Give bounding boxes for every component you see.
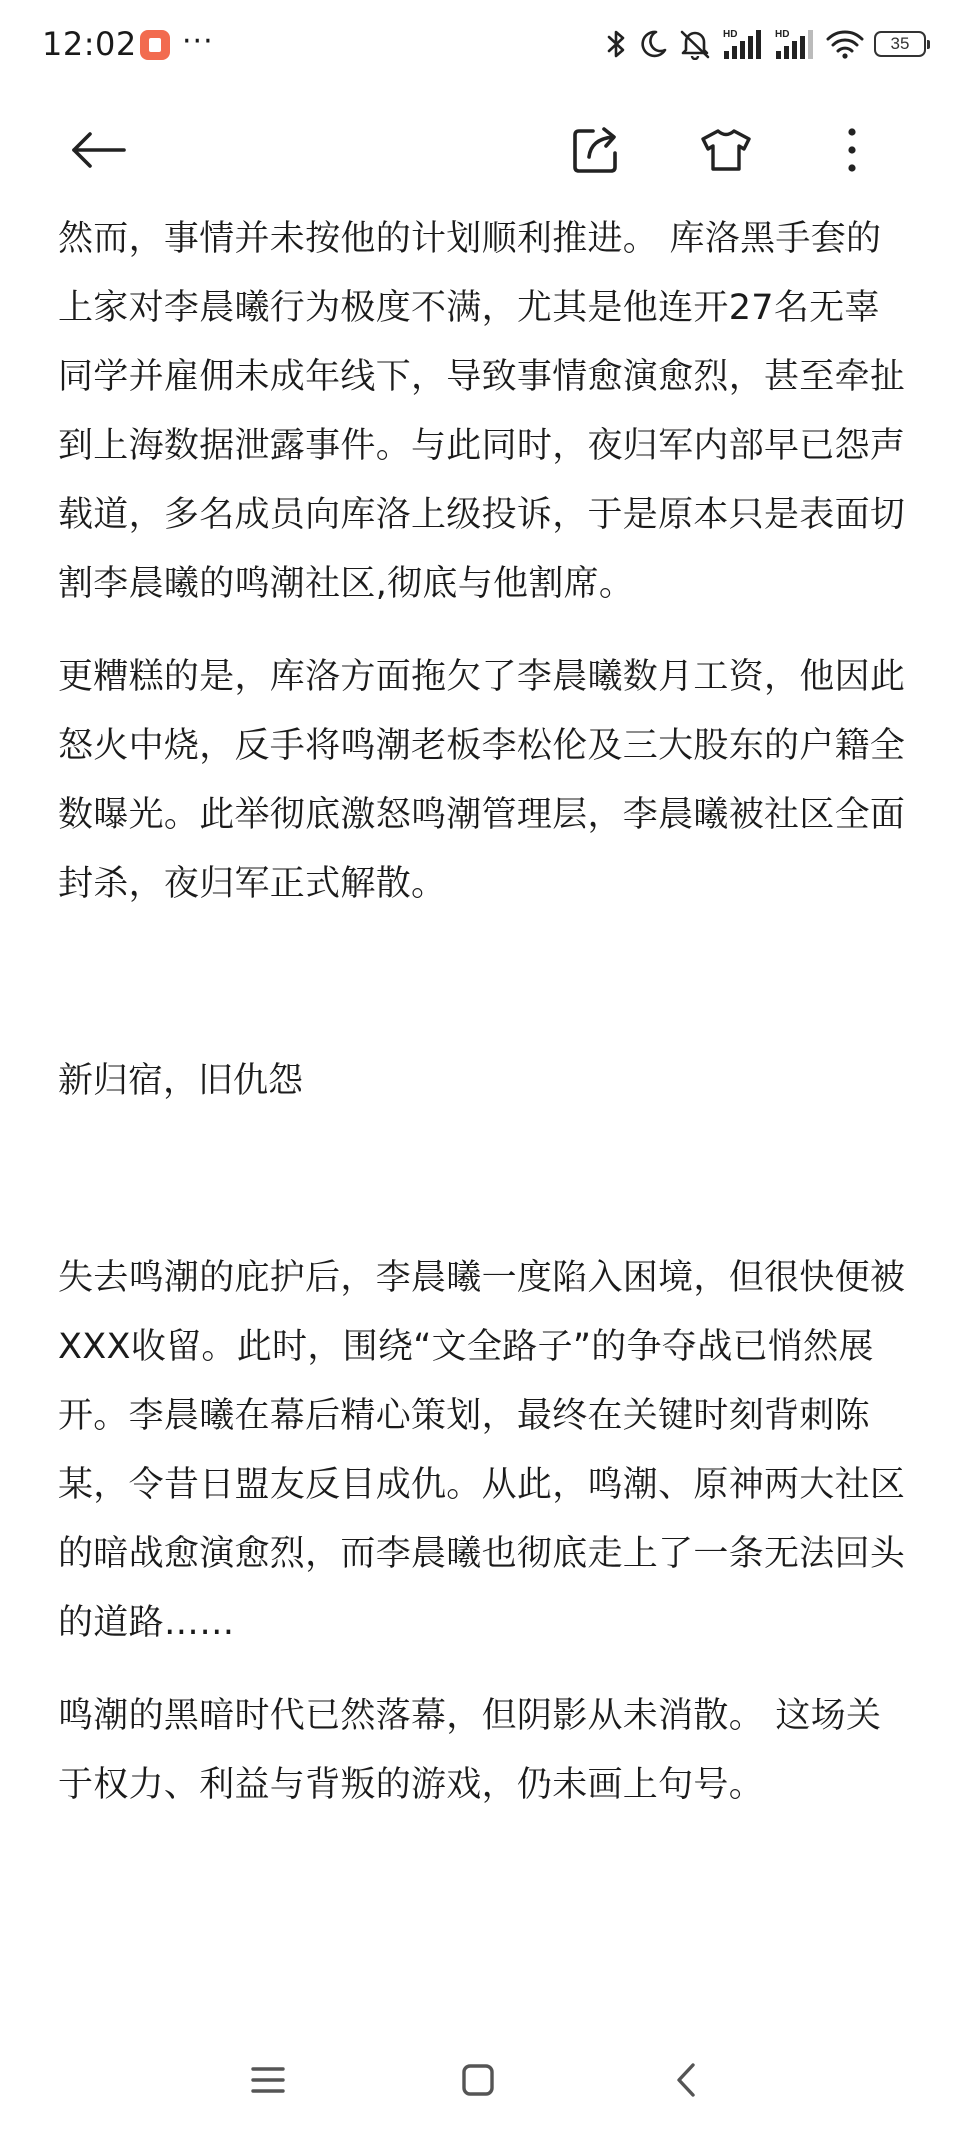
more-options-button[interactable] [816, 114, 888, 186]
home-button[interactable] [448, 2050, 508, 2110]
article-body [58, 205, 908, 1820]
back-button[interactable] [62, 114, 134, 186]
theme-shirt-button[interactable] [690, 114, 762, 186]
status-icons [606, 24, 926, 64]
system-back-button[interactable] [656, 2050, 716, 2110]
do-not-disturb-moon-icon [638, 28, 668, 60]
section-heading: 新归宿，旧仇怨 [58, 1061, 304, 1101]
app-notification-icon [140, 30, 170, 60]
wifi-icon [826, 29, 864, 59]
svg-text:HD: HD [775, 29, 790, 40]
article-paragraph: 然而，事情并未按他的计划顺利推进。 库洛黑手套的上家对李晨曦行为极度不满，尤其是他连开27名无辜同学并雇佣未成年线下，导致事情愈演愈烈，甚至牵扯到上海数据泄露事件。与此同时，夜归军内部早已怨声载道，多名成员向库洛上级投诉，于是原本只是表面切割李晨曦的鸣潮社区,彻底与他割席。 [58, 219, 906, 604]
back-arrow-icon [68, 130, 128, 170]
shirt-icon [699, 127, 753, 173]
status-time: 12:02 [42, 25, 137, 63]
signal-hd-1-icon [722, 27, 764, 61]
signal-hd-2-icon [774, 27, 816, 61]
article-paragraph: 失去鸣潮的庇护后，李晨曦一度陷入困境，但很快便被XXX收留。此时，围绕“文全路子”的争夺战已悄然展开。李晨曦在幕后精心策划，最终在关键时刻背刺陈某，令昔日盟友反目成仇。从此，鸣潮、原神两大社区的暗战愈演愈烈，而李晨曦也彻底走上了一条无法回头的道路…… [58, 1258, 906, 1643]
menu-lines-icon [250, 2065, 286, 2095]
recent-apps-button[interactable] [238, 2050, 298, 2110]
article-paragraph: 更糟糕的是，库洛方面拖欠了李晨曦数月工资，他因此怒火中烧，反手将鸣潮老板李松伦及三大股东的户籍全数曝光。此举彻底激怒鸣潮管理层，李晨曦被社区全面封杀，夜归军正式解散。 [58, 657, 906, 904]
bluetooth-icon [606, 28, 628, 60]
svg-text:HD: HD [723, 29, 738, 40]
mute-icon [678, 28, 712, 60]
share-external-icon [571, 125, 621, 175]
battery-level: 35 [890, 34, 910, 53]
share-button[interactable] [560, 114, 632, 186]
home-square-icon [460, 2062, 496, 2098]
battery-icon [874, 31, 926, 57]
article-paragraph: 鸣潮的黑暗时代已然落幕，但阴影从未消散。 这场关于权力、利益与背叛的游戏，仍未画上句号。 [58, 1696, 882, 1805]
more-notifications-indicator: ··· [182, 24, 214, 59]
status-bar [0, 0, 960, 88]
back-chevron-icon [674, 2061, 698, 2099]
system-navigation-bar [0, 2040, 960, 2120]
toolbar [0, 100, 960, 200]
more-vertical-icon [846, 127, 858, 173]
